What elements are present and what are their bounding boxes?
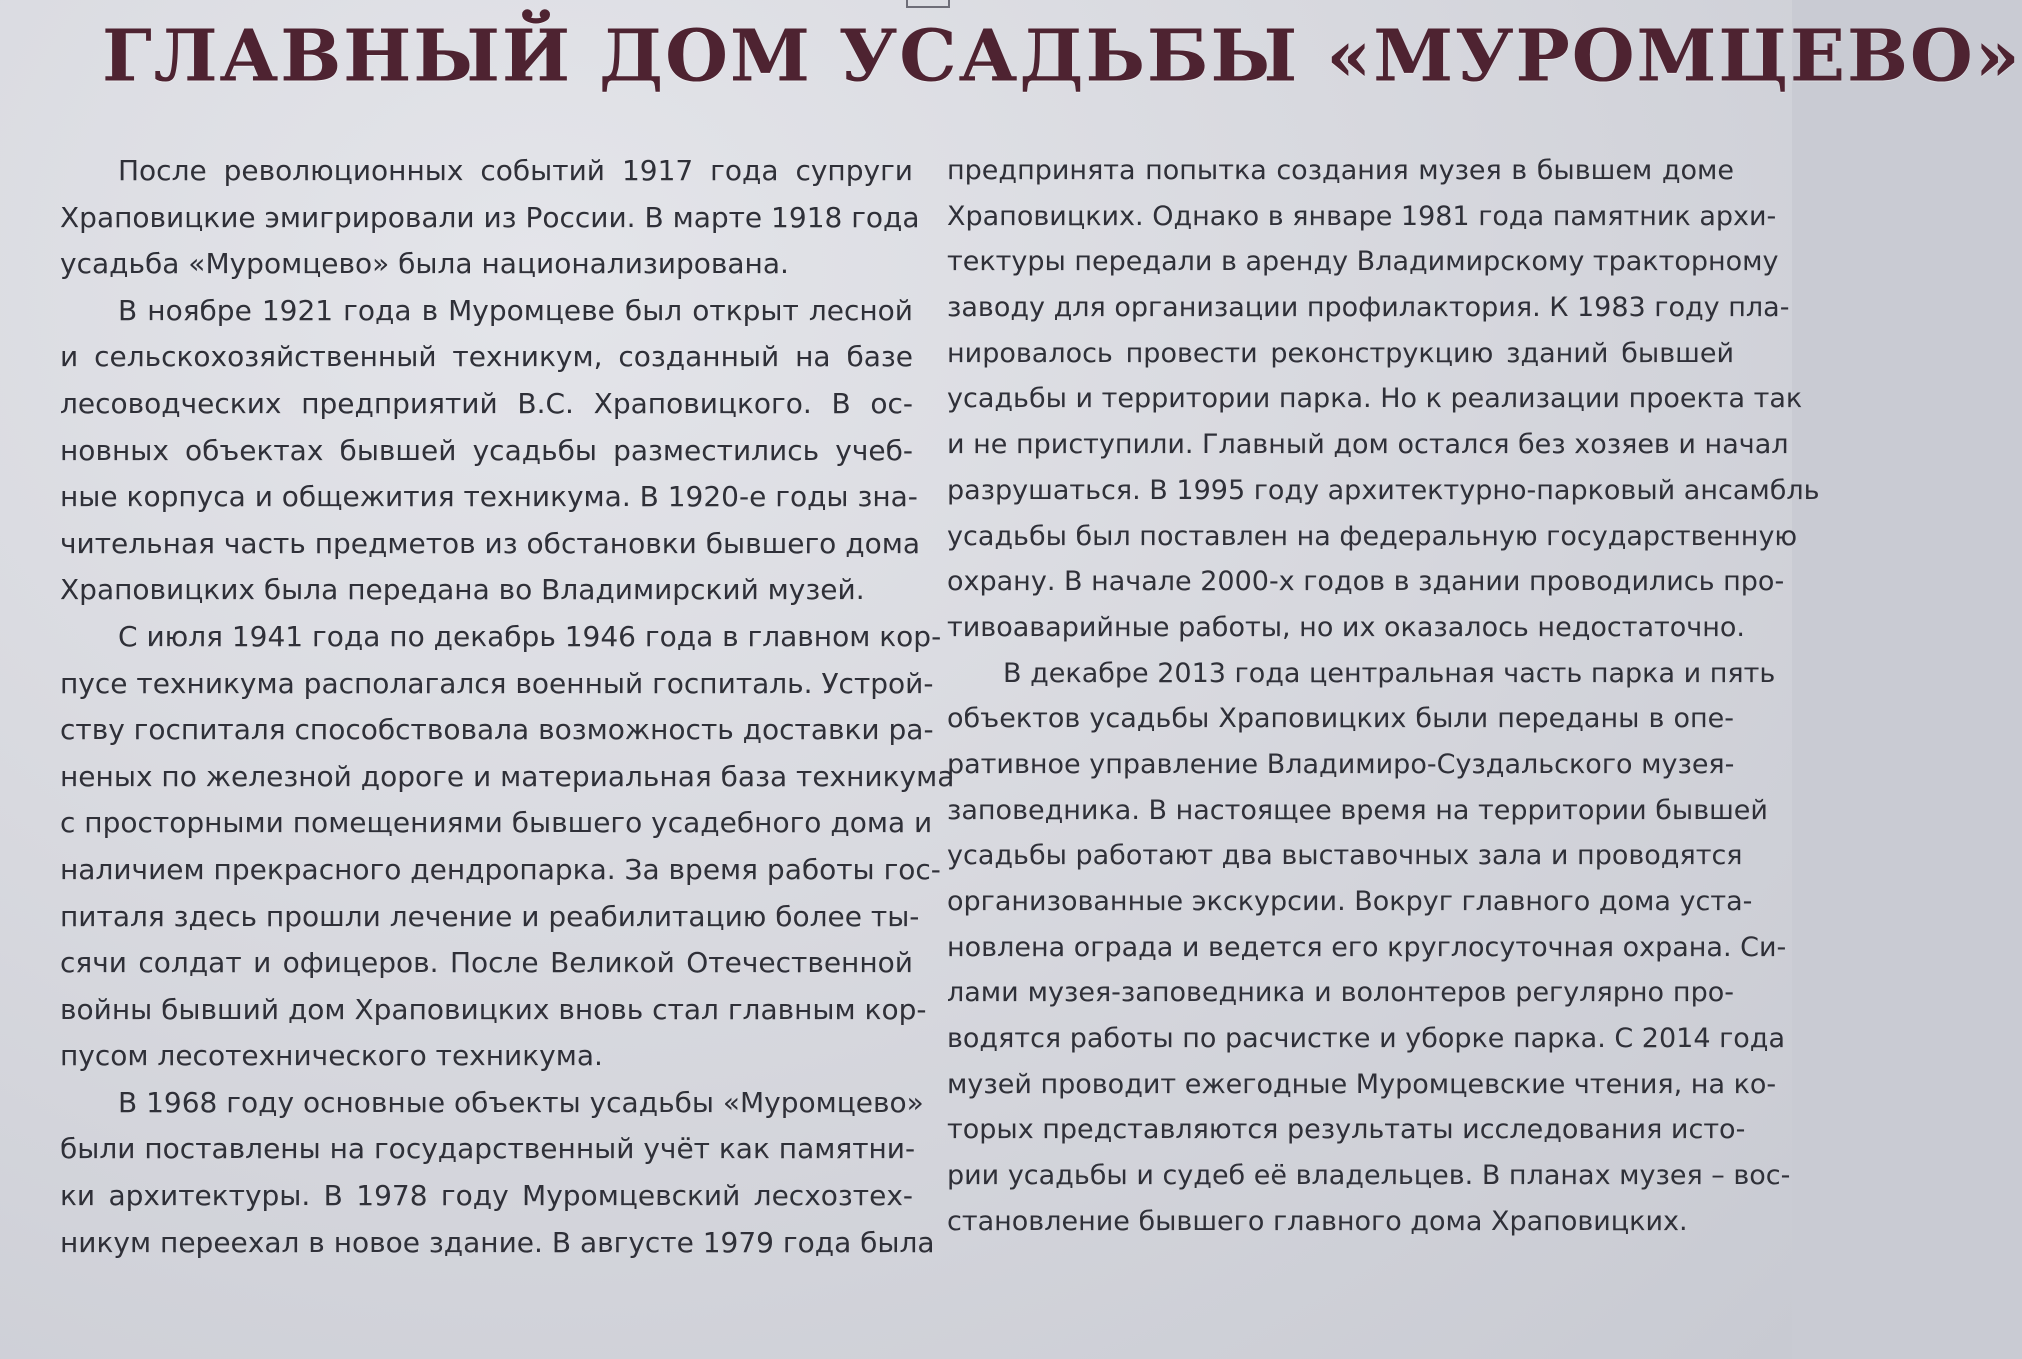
left-column-text-line: наличием прекрасного дендропарка. За время работы гос-: [60, 852, 941, 886]
right-column-text-line: Храповицких. Однако в январе 1981 года памятник архи-: [947, 200, 1777, 232]
left-column-text-line: После революционных событий 1917 года супруги: [118, 154, 913, 187]
left-column-text-line: пусе техникума располагался военный госпиталь. Устрой-: [60, 666, 934, 700]
right-column-text-line: рии усадьбы и судеб её владельцев. В планах музея – вос-: [947, 1160, 1791, 1192]
left-column-text-line: В 1968 году основные объекты усадьбы «Муромцево»: [118, 1085, 924, 1119]
left-column-text-line: Храповицких была передана во Владимирский музей.: [60, 573, 865, 607]
right-column-text-line: тектуры передали в аренду Владимирскому тракторному: [947, 246, 1779, 278]
right-column-text-line: В декабре 2013 года центральная часть парка и пять: [1003, 657, 1776, 689]
left-column-text-line: войны бывший дом Храповицких вновь стал главным кор-: [60, 992, 927, 1026]
left-column-text-line: лесоводческих предприятий В.С. Храповицкого. В ос-: [60, 386, 913, 420]
right-column-text-line: организованные экскурсии. Вокруг главного дома уста-: [947, 886, 1753, 917]
right-column-text-line: заводу для организации профилактория. К 1983 году пла-: [947, 292, 1790, 324]
left-column-text-line: усадьба «Муромцево» была национализирована.: [60, 247, 789, 281]
right-column-text-line: заповедника. В настоящее время на территории бывшей: [947, 794, 1768, 826]
right-column-text-line: предпринята попытка создания музея в бывшем доме: [947, 155, 1734, 186]
board-mount-bracket: [906, 0, 950, 8]
left-column-text-line: неных по железной дороге и материальная база техникума: [60, 759, 955, 793]
left-column-text-line: с просторными помещениями бывшего усадебного дома и: [60, 806, 933, 840]
left-column-text-line: питаля здесь прошли лечение и реабилитацию более ты-: [60, 899, 920, 933]
right-column-text-line: нировалось провести реконструкцию зданий бывшей: [947, 337, 1734, 369]
page-title: ГЛАВНЫЙ ДОМ УСАДЬБЫ «МУРОМЦЕВО»: [102, 14, 2022, 98]
right-column-text-line: усадьбы и территории парка. Но к реализации проекта так: [947, 383, 1803, 415]
right-column-text-line: разрушаться. В 1995 году архитектурно-парковый ансамбль: [947, 474, 1820, 506]
left-column-text-line: Храповицкие эмигрировали из России. В марте 1918 года: [60, 200, 920, 234]
right-column-text-line: торых представляются результаты исследования исто-: [947, 1114, 1746, 1146]
left-column-text-line: чительная часть предметов из обстановки бывшего дома: [60, 526, 920, 560]
left-column-text-line: ные корпуса и общежития техникума. В 1920-е годы зна-: [60, 480, 918, 514]
right-column-text-line: объектов усадьбы Храповицких были переданы в опе-: [947, 703, 1734, 735]
left-column-text-line: ки архитектуры. В 1978 году Муромцевский лесхозтех-: [60, 1179, 913, 1213]
right-column-text-line: усадьбы работают два выставочных зала и проводятся: [947, 840, 1743, 872]
right-column-text-line: охрану. В начале 2000-х годов в здании проводились про-: [947, 566, 1785, 598]
right-column-text-line: и не приступили. Главный дом остался без хозяев и начал: [947, 429, 1789, 461]
right-column-text-line: музей проводит ежегодные Муромцевские чтения, на ко-: [947, 1068, 1777, 1100]
left-column-text-line: В ноябре 1921 года в Муромцеве был открыт лесной: [118, 293, 913, 327]
left-column-text-line: пусом лесотехнического техникума.: [60, 1039, 603, 1073]
left-column-text-line: никум переехал в новое здание. В августе 1979 года была: [60, 1225, 935, 1259]
left-column-text-line: и сельскохозяйственный техникум, созданный на базе: [60, 340, 913, 374]
right-column-text-line: лами музея-заповедника и волонтеров регулярно про-: [947, 977, 1734, 1009]
left-column-text-line: сячи солдат и офицеров. После Великой Отечественной: [60, 946, 913, 980]
right-column-text-line: тивоаварийные работы, но их оказалось недостаточно.: [947, 611, 1745, 643]
right-column-text-line: усадьбы был поставлен на федеральную государственную: [947, 520, 1798, 552]
right-column-text-line: становление бывшего главного дома Храповицких.: [947, 1205, 1688, 1237]
left-column-text-line: были поставлены на государственный учёт как памятни-: [60, 1132, 916, 1166]
right-column-text-line: водятся работы по расчистке и уборке парка. С 2014 года: [947, 1023, 1786, 1055]
right-column-text-line: новлена ограда и ведется его круглосуточная охрана. Си-: [947, 931, 1787, 963]
text-column-left: [60, 148, 955, 1266]
left-column-text-line: ству госпиталя способствовала возможность доставки ра-: [60, 713, 934, 747]
text-column-right: [947, 148, 1820, 1245]
left-column-text-line: С июля 1941 года по декабрь 1946 года в главном кор-: [118, 619, 942, 653]
right-column-text-line: ративное управление Владимиро-Суздальского музея-: [947, 748, 1735, 780]
left-column-text-line: новных объектах бывшей усадьбы разместились учеб-: [60, 433, 913, 467]
